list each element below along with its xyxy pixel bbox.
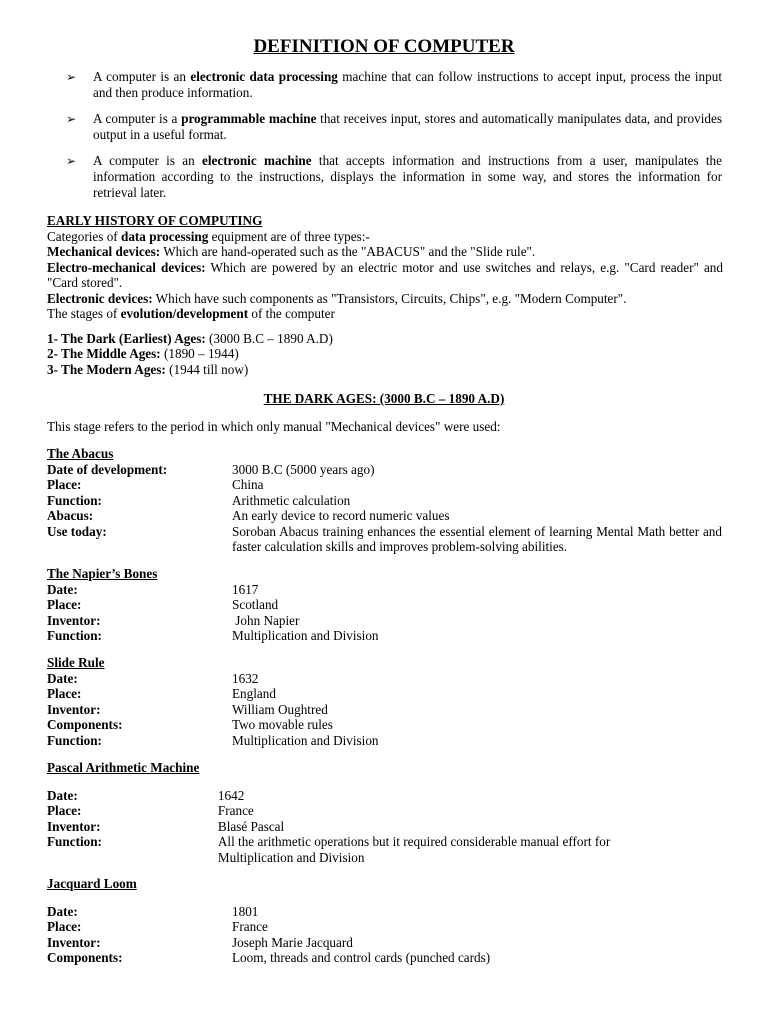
table-row	[47, 788, 723, 804]
page-title: DEFINITION OF COMPUTER	[253, 36, 515, 57]
row-key: Function:	[47, 732, 102, 748]
definition-list	[66, 69, 722, 211]
label: Electro-mechanical devices:	[47, 259, 206, 275]
dark-ages-heading: THE DARK AGES: (3000 B.C – 1890 A.D)	[263, 391, 505, 406]
table-row	[47, 803, 723, 819]
definition-text: A computer is a	[93, 111, 182, 126]
device-slide-rule	[47, 655, 723, 748]
row-key: Components:	[47, 717, 123, 732]
mechanical-line	[47, 244, 723, 260]
row-value: England	[232, 686, 276, 701]
text: Categories of	[47, 228, 121, 244]
label: Electronic devices:	[47, 290, 153, 306]
device-abacus	[47, 446, 723, 555]
text: of the computer	[248, 306, 335, 321]
table-row	[47, 904, 722, 920]
early-history-section	[47, 213, 723, 377]
age-item	[47, 331, 723, 347]
definition-text: that receives input, stores and automatically manipulates data, and provides output in a useful format.	[93, 111, 722, 142]
row-value: Blasé Pascal	[217, 818, 285, 834]
definition-item	[66, 69, 722, 101]
row-value: An early device to record numeric values	[232, 508, 450, 523]
table-row	[47, 508, 722, 524]
row-key: Abacus:	[47, 508, 94, 523]
electro-mechanical-line	[47, 260, 723, 291]
definition-item	[66, 153, 722, 201]
row-value: 3000 B.C (5000 years ago)	[232, 461, 375, 477]
row-value: 1642	[217, 787, 245, 803]
row-value: Arithmetic calculation	[232, 492, 351, 508]
dark-ages-intro: This stage refers to the period in which only manual "Mechanical devices" were used:	[47, 419, 501, 434]
section-heading: EARLY HISTORY OF COMPUTING	[47, 213, 263, 228]
table-row	[47, 671, 722, 687]
text: The stages of	[47, 306, 121, 321]
text: equipment are of three types:-	[208, 228, 370, 244]
table-row	[47, 919, 722, 935]
row-value: 1801	[232, 903, 259, 919]
bold-text: evolution/development	[120, 306, 249, 321]
stages-line	[47, 306, 723, 322]
bold-text: data processing	[120, 228, 209, 244]
row-key: Date of development:	[47, 461, 168, 477]
table-row	[47, 628, 722, 644]
row-value: All the arithmetic operations but it required considerable manual effort for Multiplication and Division	[217, 834, 611, 865]
row-key: Place:	[47, 597, 82, 612]
row-value: John Napier	[232, 612, 300, 628]
device-title: Slide Rule	[47, 655, 105, 670]
row-value: Multiplication and Division	[232, 732, 379, 748]
table-row	[47, 477, 722, 493]
device-table	[47, 788, 723, 866]
row-key: Place:	[47, 803, 82, 818]
row-key: Place:	[47, 919, 82, 934]
row-value: Soroban Abacus training enhances the essential element of learning Mental Math better and faster calculation skills and improves problem-solving abilities.	[232, 523, 722, 554]
text: (3000 B.C – 1890 A.D)	[205, 330, 333, 346]
row-value: France	[232, 919, 268, 934]
table-row	[47, 935, 722, 951]
row-key: Function:	[47, 492, 102, 508]
label: 1- The Dark (Earliest) Ages:	[47, 330, 206, 346]
row-key: Place:	[47, 686, 82, 701]
age-item	[47, 346, 723, 362]
row-value: 1617	[232, 581, 259, 597]
device-title: The Napier’s Bones	[47, 566, 158, 581]
definition-text: that accepts information and instructions from a user, manipulates the information according to the instructions, displays the information in some way, and stores the information for retrieval later.	[93, 153, 723, 200]
row-value: 1632	[232, 670, 259, 686]
definition-text: A computer is an	[93, 153, 203, 168]
device-title: The Abacus	[47, 446, 114, 461]
device-title: Jacquard Loom	[47, 876, 137, 891]
arrow-bullet-icon: ➢	[66, 154, 77, 168]
row-value: Loom, threads and control cards (punched cards)	[232, 950, 491, 965]
definition-text: machine that can follow instructions to accept input, process the input and then produce information.	[93, 69, 722, 100]
row-key: Function:	[47, 628, 102, 643]
row-key: Use today:	[47, 523, 107, 539]
table-row	[47, 733, 722, 749]
table-row	[47, 717, 722, 733]
definition-bold: programmable machine	[181, 111, 317, 126]
row-key: Date:	[47, 903, 78, 919]
table-row	[47, 493, 722, 509]
table-row	[47, 613, 722, 629]
text: Which have such components as "Transistors, Circuits, Chips", e.g. "Modern Computer".	[152, 290, 627, 306]
definition-item	[66, 111, 722, 143]
table-row	[47, 686, 722, 702]
row-value: Joseph Marie Jacquard	[232, 934, 353, 950]
text: Which are powered by an electric motor and use switches and relays, e.g. "Card reader" and "Card stored".	[47, 259, 723, 290]
label: 2- The Middle Ages:	[47, 346, 161, 361]
row-value: Two movable rules	[232, 717, 333, 732]
row-key: Date:	[47, 581, 78, 597]
device-pascal-machine	[47, 760, 723, 865]
row-key: Place:	[47, 477, 82, 492]
device-jacquard-loom	[47, 876, 723, 966]
row-value: Scotland	[232, 597, 279, 612]
age-item	[47, 362, 723, 378]
device-table	[47, 671, 722, 749]
device-title: Pascal Arithmetic Machine	[47, 760, 200, 775]
table-row	[47, 702, 722, 718]
row-key: Components:	[47, 950, 123, 965]
row-key: Inventor:	[47, 612, 101, 628]
device-napiers-bones	[47, 566, 723, 644]
electronic-line	[47, 291, 723, 307]
row-value: William Oughtred	[232, 701, 328, 717]
table-row	[47, 834, 723, 865]
row-key: Inventor:	[47, 818, 101, 834]
row-key: Date:	[47, 670, 78, 686]
row-key: Inventor:	[47, 701, 101, 717]
row-value: France	[217, 803, 254, 818]
table-row	[47, 524, 722, 555]
definition-bold: electronic machine	[202, 153, 312, 168]
row-value: Multiplication and Division	[232, 628, 379, 643]
table-row	[47, 462, 722, 478]
text: (1890 – 1944)	[160, 346, 239, 361]
arrow-bullet-icon: ➢	[66, 112, 77, 126]
definition-bold: electronic data processing	[190, 69, 338, 84]
table-row	[47, 597, 722, 613]
row-key: Function:	[47, 834, 102, 849]
row-key: Date:	[47, 787, 78, 803]
row-value: China	[232, 477, 264, 492]
device-table	[47, 582, 722, 644]
label: Mechanical devices:	[47, 244, 161, 259]
table-row	[47, 819, 723, 835]
label: 3- The Modern Ages:	[47, 361, 166, 377]
table-row	[47, 582, 722, 598]
definition-text: A computer is an	[93, 69, 191, 84]
text: (1944 till now)	[165, 361, 249, 377]
device-table	[47, 462, 722, 555]
device-table	[47, 904, 722, 966]
arrow-bullet-icon: ➢	[66, 70, 77, 84]
table-row	[47, 950, 722, 966]
text: Which are hand-operated such as the "ABACUS" and the "Slide rule".	[160, 244, 536, 259]
categories-line	[47, 229, 723, 245]
row-key: Inventor:	[47, 934, 101, 950]
